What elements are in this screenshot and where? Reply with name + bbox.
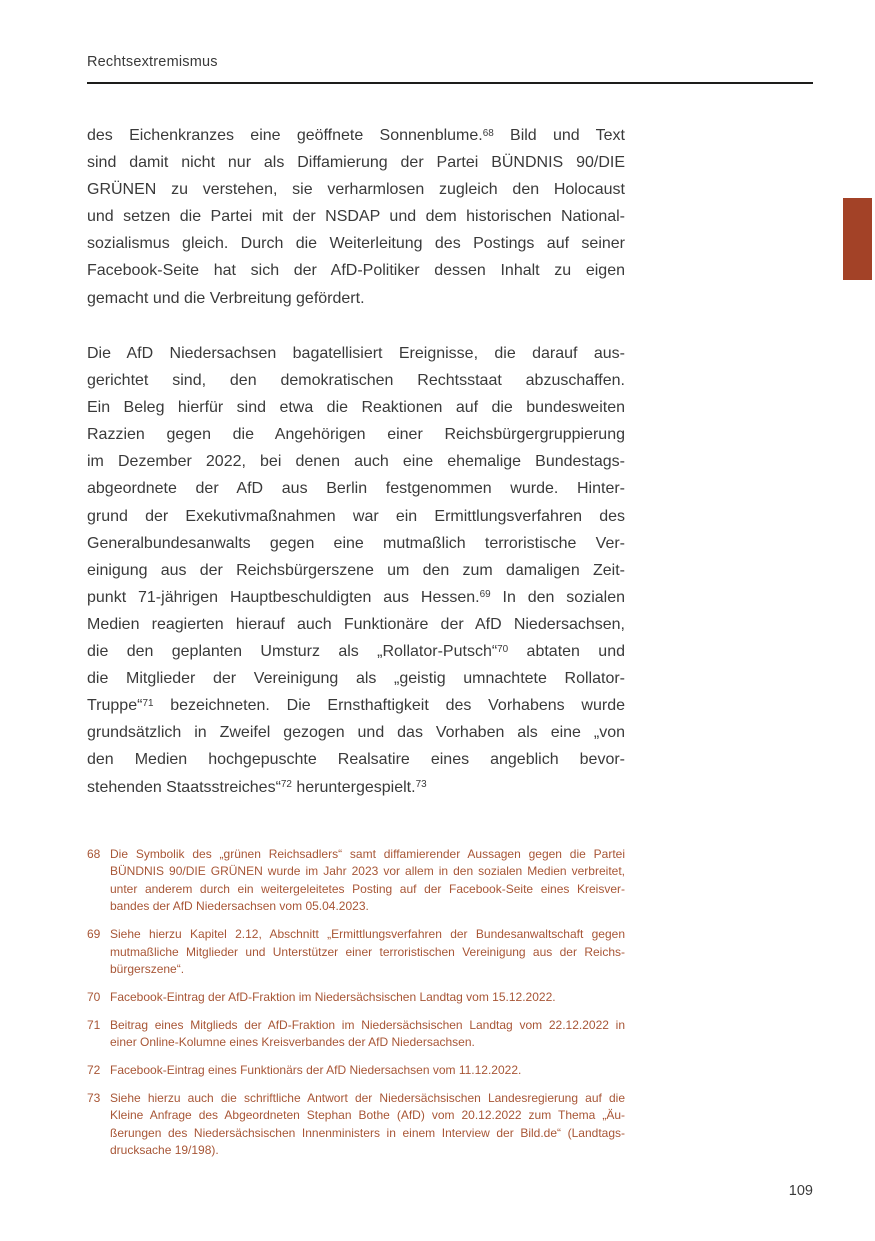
text-line: Siehe hierzu Kapitel 2.12, Abschnitt „Ermittlungsverfahren der Bundesanwaltschaft gegen bbox=[110, 927, 625, 942]
text-line: im Dezember 2022, bei denen auch eine ehemalige Bundestags- bbox=[87, 453, 625, 471]
text-line: Razzien gegen die Angehörigen einer Reichsbürgergruppierung bbox=[87, 426, 625, 444]
text-line: grund der Exekutivmaßnahmen war ein Ermittlungsverfahren des bbox=[87, 507, 625, 525]
footnote-number: 73 bbox=[87, 1090, 101, 1105]
text-line: bürgerszene“. bbox=[110, 961, 185, 976]
footnotes-block bbox=[87, 846, 625, 1170]
text-line: grundsätzlich in Zweifel gezogen und das Vorhaben als eine „von bbox=[87, 724, 625, 742]
text-line: gemacht und die Verbreitung gefördert. bbox=[87, 289, 365, 307]
footnote bbox=[87, 1090, 625, 1160]
footnote bbox=[87, 926, 625, 978]
footnote-number: 72 bbox=[87, 1063, 101, 1078]
text-line: Kleine Anfrage des Abgeordneten Stephan Bothe (AfD) vom 20.12.2022 zum Thema „Äu- bbox=[110, 1108, 625, 1123]
footnote-text bbox=[110, 846, 625, 916]
chapter-edge-tab bbox=[843, 198, 872, 280]
text-line: sozialismus gleich. Durch die Weiterleitung des Postings auf seiner bbox=[87, 235, 625, 253]
footnote-number: 69 bbox=[87, 927, 101, 942]
text-line: Facebook-Eintrag eines Funktionärs der AfD Niedersachsen vom 11.12.2022. bbox=[110, 1063, 522, 1078]
running-header: Rechtsextremismus bbox=[87, 54, 218, 70]
text-line: die Mitglieder der Vereinigung als „geistig umnachtete Rollator- bbox=[87, 670, 625, 688]
footnote-text bbox=[110, 926, 625, 978]
footnote-text bbox=[110, 989, 625, 1006]
text-line: den Medien hochgepuschte Realsatire eines angeblich bevor- bbox=[87, 751, 625, 769]
footnote-ref: 69 bbox=[479, 589, 491, 601]
footnote-text bbox=[110, 1090, 625, 1160]
text-line: Die AfD Niedersachsen bagatellisiert Ereignisse, die darauf aus- bbox=[87, 345, 625, 362]
text-line: GRÜNEN zu verstehen, sie verharmlosen zugleich den Holocaust bbox=[87, 181, 625, 199]
footnote bbox=[87, 1017, 625, 1052]
text-line: die den geplanten Umsturz als „Rollator-Putsch“$^{70}$ abtaten und bbox=[87, 643, 625, 661]
text-line: einigung aus der Reichsbürgerszene um den zum damaligen Zeit- bbox=[87, 561, 625, 579]
footnote-number: 68 bbox=[87, 847, 101, 861]
text-line: des Eichenkranzes eine geöffnete Sonnenblume.$^{68}$ Bild und Text bbox=[87, 127, 625, 144]
text-line: punkt 71-jährigen Hauptbeschuldigten aus Hessen.$^{69}$ In den sozialen bbox=[87, 588, 626, 606]
footnote-ref: 71 bbox=[142, 697, 154, 709]
text-line: Siehe hierzu auch die schriftliche Antwort der Niedersächsischen Landesregierung auf die bbox=[110, 1090, 625, 1105]
text-line: Die Symbolik des „grünen Reichsadlers“ samt diffamierender Aussagen gegen die Partei bbox=[110, 847, 625, 861]
text-line: Beitrag eines Mitglieds der AfD-Fraktion im Niedersächsischen Landtag vom 22.12.2022 in bbox=[110, 1017, 625, 1032]
footnote bbox=[87, 846, 625, 916]
text-line: drucksache 19/198). bbox=[110, 1143, 219, 1158]
footnote bbox=[87, 989, 625, 1006]
header-rule bbox=[87, 82, 813, 84]
text-line: BÜNDNIS 90/DIE GRÜNEN wurde im Jahr 2023 vor allem in den sozialen Medien verbreitet, bbox=[110, 864, 625, 879]
footnote-ref: 68 bbox=[482, 127, 494, 139]
page-number: 109 bbox=[788, 1183, 813, 1199]
text-line: stehenden Staatsstreiches“$^{72}$ heruntergespielt.$^{73}$ bbox=[87, 778, 427, 796]
paragraph-2 bbox=[87, 340, 625, 801]
footnote-text bbox=[110, 1017, 625, 1052]
footnote-number: 70 bbox=[87, 989, 101, 1004]
paragraph-1 bbox=[87, 122, 625, 312]
footnote-ref: 73 bbox=[415, 779, 427, 791]
text-line: abgeordnete der AfD aus Berlin festgenommen wurde. Hinter- bbox=[87, 480, 625, 498]
text-line: mutmaßliche Mitglieder und Unterstützer einer terroristischen Vereinigung aus der Reichs- bbox=[110, 944, 625, 959]
text-line: Medien reagierten hierauf auch Funktionäre der AfD Niedersachsen, bbox=[87, 615, 625, 633]
footnote-text bbox=[110, 1062, 625, 1079]
text-line: Truppe“$^{71}$ bezeichneten. Die Ernsthaftigkeit des Vorhabens wurde bbox=[87, 697, 625, 715]
footnote-ref: 70 bbox=[497, 643, 509, 655]
footnote-ref: 72 bbox=[280, 779, 292, 791]
text-line: Facebook-Seite hat sich der AfD-Politiker dessen Inhalt zu eigen bbox=[87, 262, 625, 280]
text-line: sind damit nicht nur als Diffamierung der Partei BÜNDNIS 90/DIE bbox=[87, 154, 625, 172]
text-line: und setzen die Partei mit der NSDAP und dem historischen National- bbox=[87, 208, 625, 226]
text-line: Generalbundesanwalts gegen eine mutmaßlich terroristische Ver- bbox=[87, 534, 625, 552]
text-line: Facebook-Eintrag der AfD-Fraktion im Niedersächsischen Landtag vom 15.12.2022. bbox=[110, 989, 556, 1004]
text-line: einer Online-Kolumne eines Kreisverbandes der AfD Niedersachsen. bbox=[110, 1035, 475, 1050]
footnote bbox=[87, 1062, 625, 1079]
text-line: Ein Beleg hierfür sind etwa die Reaktionen auf die bundesweiten bbox=[87, 399, 625, 417]
text-line: unter anderem durch ein weitergeleitetes Posting auf der Facebook-Seite eines Kreisver- bbox=[110, 881, 625, 896]
footnote-number: 71 bbox=[87, 1017, 101, 1032]
text-line: gerichtet sind, den demokratischen Rechtsstaat abzuschaffen. bbox=[87, 372, 625, 390]
text-line: ßerungen des Niedersächsischen Innenministers in einem Interview der Bild.de“ (Landtags- bbox=[110, 1125, 625, 1140]
text-line: bandes der AfD Niedersachsen vom 05.04.2023. bbox=[110, 899, 369, 914]
